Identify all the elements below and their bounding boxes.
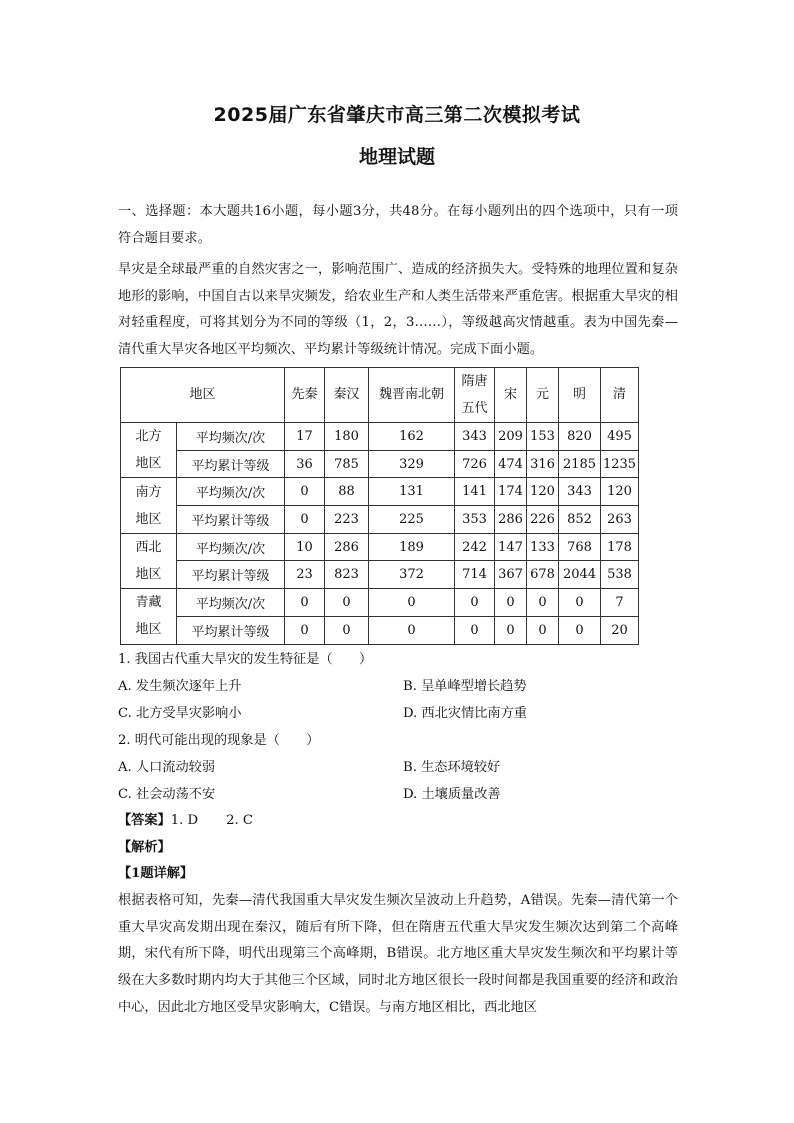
table-cell: 286 (325, 533, 369, 561)
table-cell: 0 (559, 589, 601, 617)
table-cell: 678 (527, 561, 559, 589)
table-cell: 0 (285, 616, 325, 644)
question-2-option-c: C. 社会动荡不安 (118, 787, 216, 802)
table-cell: 0 (325, 589, 369, 617)
table-cell: 20 (601, 616, 639, 644)
detail-block (118, 861, 678, 1022)
header-period (455, 368, 495, 423)
table-cell: 820 (559, 423, 601, 451)
question-1-option-b: B. 呈单峰型增长趋势 (403, 679, 527, 694)
row-label: 平均频次/次 (177, 423, 285, 451)
question-2-option-b: B. 生态环境较好 (403, 760, 501, 775)
row-label: 平均累计等级 (177, 561, 285, 589)
question-1-option-d: D. 西北灾情比南方重 (403, 706, 527, 721)
drought-table (120, 367, 639, 645)
table-cell: 2185 (559, 450, 601, 478)
table-cell: 242 (455, 533, 495, 561)
table-cell: 367 (495, 561, 527, 589)
header-period: 秦汉 (325, 368, 369, 423)
question-1-option-c: C. 北方受旱灾影响小 (118, 706, 242, 721)
table-row (121, 533, 639, 561)
table-cell: 147 (495, 533, 527, 561)
table-cell: 785 (325, 450, 369, 478)
table-cell: 343 (559, 478, 601, 506)
table-cell: 131 (369, 478, 455, 506)
table-cell: 36 (285, 450, 325, 478)
detail-label: 【1题详解】 (118, 866, 194, 881)
header-period: 魏晋南北朝 (369, 368, 455, 423)
table-cell: 0 (527, 589, 559, 617)
table-cell: 0 (455, 616, 495, 644)
table-cell: 263 (601, 506, 639, 534)
table-cell: 316 (527, 450, 559, 478)
detail-text: 根据表格可知，先秦—清代我国重大旱灾发生频次呈波动上升趋势，A错误。先秦—清代第一个重大旱灾高发期出现在秦汉，随后有所下降，但在隋唐五代重大旱灾发生频次达到第二个高峰期，宋代有所下降，明代出现第三个高峰期，B错误。北方地区重大旱灾发生频次和平均累计等级在大多数时期内均大于其他三个区域，同时北方地区很长一段时间都是我国重要的经济和政治中心，因此北方地区受旱灾影响大，C错误。与南方地区相比，西北地区 (118, 892, 678, 1015)
table-cell: 180 (325, 423, 369, 451)
table-cell: 162 (369, 423, 455, 451)
table-cell: 0 (495, 616, 527, 644)
table-cell: 0 (285, 478, 325, 506)
question-2-option-a: A. 人口流动较弱 (118, 760, 216, 775)
table-cell: 141 (455, 478, 495, 506)
answer-line (118, 809, 253, 828)
table-header-row (121, 368, 639, 423)
table-cell: 768 (559, 533, 601, 561)
table-cell: 353 (455, 506, 495, 534)
region-name: 南方地区 (121, 478, 177, 533)
header-period: 宋 (495, 368, 527, 423)
table-cell: 0 (527, 616, 559, 644)
exam-title: 2025届广东省肇庆市高三第二次模拟考试 (213, 104, 581, 126)
table-cell: 714 (455, 561, 495, 589)
table-cell: 17 (285, 423, 325, 451)
table-cell: 189 (369, 533, 455, 561)
region-name: 青藏地区 (121, 589, 177, 644)
table-cell: 0 (285, 506, 325, 534)
region-name: 西北地区 (121, 533, 177, 588)
table-cell: 209 (495, 423, 527, 451)
table-cell: 153 (527, 423, 559, 451)
header-period: 元 (527, 368, 559, 423)
table-row (121, 478, 639, 506)
table-cell: 823 (325, 561, 369, 589)
answer-2: 2. C (226, 813, 253, 828)
table-cell: 0 (495, 589, 527, 617)
question-1-option-a: A. 发生频次逐年上升 (118, 679, 242, 694)
region-name: 北方地区 (121, 423, 177, 478)
table-cell: 225 (369, 506, 455, 534)
question-2-stem: 2. 明代可能出现的现象是（ ） (118, 733, 320, 748)
table-cell: 0 (455, 589, 495, 617)
row-label: 平均累计等级 (177, 506, 285, 534)
table-cell: 0 (325, 616, 369, 644)
table-cell: 474 (495, 450, 527, 478)
passage: 旱灾是全球最严重的自然灾害之一，影响范围广、造成的经济损失大。受特殊的地理位置和复杂地形的影响，中国自古以来旱灾频发，给农业生产和人类生活带来严重危害。根据重大旱灾的相对轻重程度，可将其划分为不同的等级（1，2，3……），等级越高灾情越重。表为中国先秦—清代重大旱灾各地区平均频次、平均累计等级统计情况。完成下面小题。 (118, 262, 678, 357)
table-cell: 0 (559, 616, 601, 644)
table-cell: 174 (495, 478, 527, 506)
table-row (121, 616, 639, 644)
header-period: 清 (601, 368, 639, 423)
table-row (121, 450, 639, 478)
table-cell: 1235 (601, 450, 639, 478)
table-cell: 7 (601, 589, 639, 617)
analysis-label: 【解析】 (118, 840, 171, 855)
table-cell: 329 (369, 450, 455, 478)
exam-subtitle: 地理试题 (358, 146, 435, 168)
header-region: 地区 (121, 368, 285, 423)
row-label: 平均频次/次 (177, 478, 285, 506)
table-cell: 223 (325, 506, 369, 534)
table-cell: 226 (527, 506, 559, 534)
header-period: 先秦 (285, 368, 325, 423)
table-cell: 372 (369, 561, 455, 589)
row-label: 平均累计等级 (177, 450, 285, 478)
table-row (121, 589, 639, 617)
table-cell: 0 (369, 589, 455, 617)
table-cell: 538 (601, 561, 639, 589)
question-1-stem: 1. 我国古代重大旱灾的发生特征是（ ） (118, 652, 373, 667)
table-cell: 23 (285, 561, 325, 589)
row-label: 平均频次/次 (177, 533, 285, 561)
table-cell: 286 (495, 506, 527, 534)
table-cell: 120 (601, 478, 639, 506)
table-row (121, 561, 639, 589)
header-period-text: 隋唐五代 (461, 374, 488, 416)
table-cell: 0 (369, 616, 455, 644)
row-label: 平均频次/次 (177, 589, 285, 617)
header-period: 明 (559, 368, 601, 423)
table-cell: 120 (527, 478, 559, 506)
answer-label: 【答案】 (118, 813, 171, 828)
row-label: 平均累计等级 (177, 616, 285, 644)
table-row (121, 506, 639, 534)
table-cell: 343 (455, 423, 495, 451)
table-cell: 852 (559, 506, 601, 534)
section-intro: 一、选择题：本大题共16小题，每小题3分，共48分。在每小题列出的四个选项中，只有一项符合题目要求。 (118, 204, 678, 246)
table-cell: 178 (601, 533, 639, 561)
table-cell: 133 (527, 533, 559, 561)
table-cell: 88 (325, 478, 369, 506)
table-row (121, 423, 639, 451)
table-cell: 2044 (559, 561, 601, 589)
table-cell: 495 (601, 423, 639, 451)
table-cell: 726 (455, 450, 495, 478)
answer-1: 1. D (170, 813, 199, 828)
table-cell: 10 (285, 533, 325, 561)
table-cell: 0 (285, 589, 325, 617)
question-2-option-d: D. 土壤质量改善 (403, 787, 501, 802)
